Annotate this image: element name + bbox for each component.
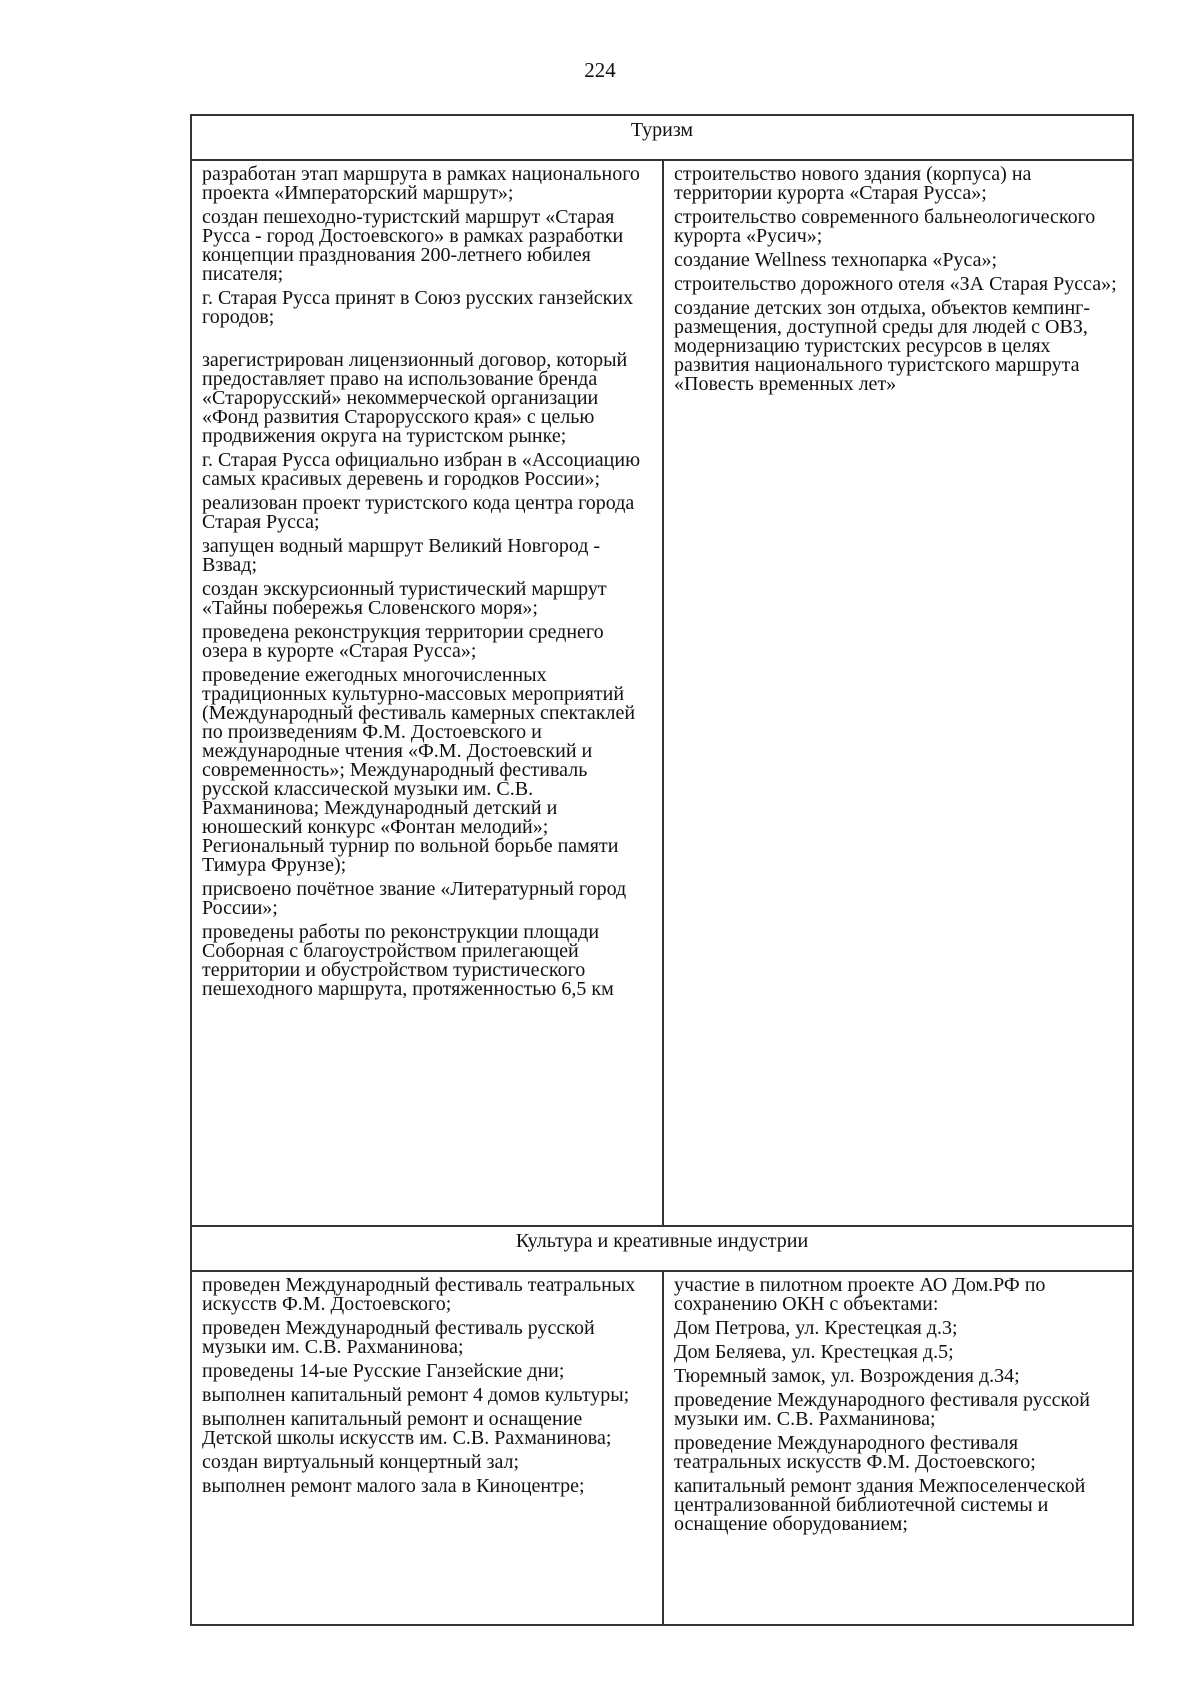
section-title-tourism: Туризм: [191, 115, 1133, 160]
section-body-row: [191, 1271, 1133, 1625]
culture-right-cell: [663, 1271, 1133, 1625]
list-item: проведение ежегодных многочисленных традиционных культурно-массовых мероприятий (Международный фестиваль камерных спектаклей по произведениям Ф.М. Достоевского и международные чтения «Ф.М. Достоевский и современность»; Международный фестиваль русской классической музыки им. С.В. Рахманинова; Международный детский и юношеский конкурс «Фонтан мелодий»; Региональный турнир по вольной борьбе памяти Тимура Фрунзе);: [202, 664, 636, 876]
culture-left-list: [202, 1276, 652, 1496]
list-item: г. Старая Русса принят в Союз русских ганзейских городов;: [202, 287, 634, 328]
list-item: выполнен капитальный ремонт 4 домов культуры;: [202, 1384, 630, 1406]
list-item: Дом Петрова, ул. Крестецкая д.3;: [674, 1317, 958, 1339]
section-title-culture: Культура и креативные индустрии: [191, 1226, 1133, 1271]
list-item: создан пешеходно-туристский маршрут «Старая Русса - город Достоевского» в рамках разработки концепции празднования 200-летнего юбилея писателя;: [202, 206, 624, 285]
tourism-left-list: [202, 165, 652, 999]
section-body-row: [191, 160, 1133, 1226]
list-item: строительство современного бальнеологического курорта «Русич»;: [674, 206, 1096, 247]
list-item: выполнен ремонт малого зала в Киноцентре;: [202, 1475, 585, 1497]
list-item: проведена реконструкция территории среднего озера в курорте «Старая Русса»;: [202, 621, 604, 662]
culture-left-cell: [191, 1271, 663, 1625]
list-item: г. Старая Русса официально избран в «Ассоциацию самых красивых деревень и городков России»;: [202, 449, 641, 490]
list-item: разработан этап маршрута в рамках национального проекта «Императорский маршрут»;: [202, 163, 640, 204]
tourism-left-cell: [191, 160, 663, 1226]
list-item: проведение Международного фестиваля театральных искусств Ф.М. Достоевского;: [674, 1432, 1036, 1473]
list-item: создан виртуальный концертный зал;: [202, 1451, 520, 1473]
list-item: проведены работы по реконструкции площади Соборная с благоустройством прилегающей территории и обустройством туристического пешеходного маршрута, протяженностью 6,5 км: [202, 921, 614, 1000]
tourism-right-cell: [663, 160, 1133, 1226]
list-item: участие в пилотном проекте АО Дом.РФ по сохранению ОКН с объектами:: [674, 1274, 1046, 1315]
list-item: Тюремный замок, ул. Возрождения д.34;: [674, 1365, 1020, 1387]
list-item: выполнен капитальный ремонт и оснащение Детской школы искусств им. С.В. Рахманинова;: [202, 1408, 612, 1449]
section-header-row: [191, 115, 1133, 160]
section-header-row: [191, 1226, 1133, 1271]
list-item: проведены 14-ые Русские Ганзейские дни;: [202, 1360, 565, 1382]
culture-right-list: [674, 1276, 1122, 1534]
list-item: капитальный ремонт здания Межпоселенческой централизованной библиотечной системы и оснащение оборудованием;: [674, 1475, 1086, 1535]
tourism-right-list: [674, 165, 1122, 394]
list-item: зарегистрирован лицензионный договор, который предоставляет право на использование бренда «Старорусский» некоммерческой организации «Фонд развития Старорусского края» с целью продвижения округа на туристском рынке;: [202, 349, 628, 447]
list-item: запущен водный маршрут Великий Новгород - Взвад;: [202, 535, 601, 576]
list-item: создан экскурсионный туристический маршрут «Тайны побережья Словенского моря»;: [202, 578, 607, 619]
list-item: проведен Международный фестиваль русской музыки им. С.В. Рахманинова;: [202, 1317, 595, 1358]
list-item: создание Wellness технопарка «Руса»;: [674, 249, 998, 271]
list-item: реализован проект туристского кода центра города Старая Русса;: [202, 492, 635, 533]
list-item: проведен Международный фестиваль театральных искусств Ф.М. Достоевского;: [202, 1274, 636, 1315]
measures-table: [190, 114, 1134, 1626]
list-item: присвоено почётное звание «Литературный город России»;: [202, 878, 627, 919]
list-item: проведение Международного фестиваля русской музыки им. С.В. Рахманинова;: [674, 1389, 1090, 1430]
list-item: создание детских зон отдыха, объектов кемпинг-размещения, доступной среды для людей с ОВЗ, модернизацию туристских ресурсов в целях развития национального туристского маршрута «Повесть временных лет»: [674, 297, 1091, 395]
list-item: строительство нового здания (корпуса) на территории курорта «Старая Русса»;: [674, 163, 1032, 204]
list-item: Дом Беляева, ул. Крестецкая д.5;: [674, 1341, 954, 1363]
page-number: 224: [584, 58, 616, 82]
list-item: строительство дорожного отеля «ЗА Старая Русса»;: [674, 273, 1117, 295]
